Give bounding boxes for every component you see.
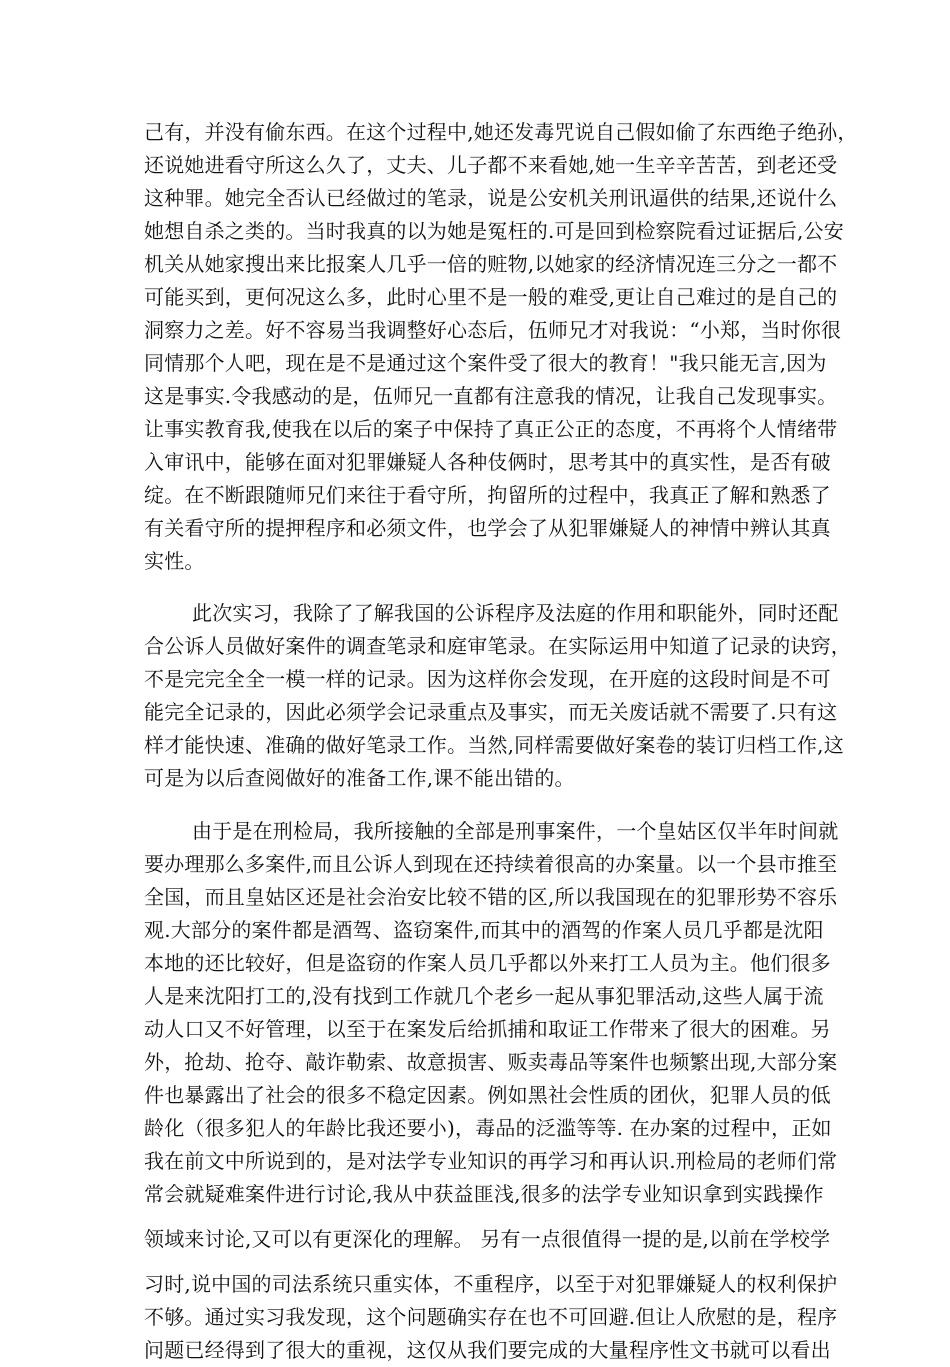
text-line: 这是事实.令我感动的是，伍师兄一直都有注意我的情况，让我自己发现事实。 [144, 384, 838, 408]
text-line: 此次实习，我除了了解我国的公诉程序及法庭的作用和职能外，同时还配 [192, 601, 839, 625]
text-line: 本地的还比较好，但是盗窃的作案人员几乎都以外来打工人员为主。他们很多 [144, 951, 831, 975]
text-line: 入审讯中，能够在面对犯罪嫌疑人各种伎俩时，思考其中的真实性，是否有破 [144, 450, 831, 474]
text-line: 洞察力之差。好不容易当我调整好心态后，伍师兄才对我说：“小郑，当时你很 [144, 318, 842, 342]
text-line: 我在前文中所说到的，是对法学专业知识的再学习和再认识.刑检局的老师们常 [144, 1149, 838, 1173]
text-line: 常会就疑难案件进行讨论,我从中获益匪浅,很多的法学专业知识拿到实践操作 [144, 1182, 824, 1206]
text-line: 实性。 [144, 549, 205, 573]
text-line: 让事实教育我,使我在以后的案子中保持了真正公正的态度，不再将个人情绪带 [144, 417, 838, 441]
text-line: 件也暴露出了社会的很多不稳定因素。例如黑社会性质的团伙，犯罪人员的低 [144, 1083, 831, 1107]
text-line: 绽。在不断跟随师兄们来往于看守所，拘留所的过程中，我真正了解和熟悉了 [144, 483, 831, 507]
text-line: 动人口又不好管理，以至于在案发后给抓捕和取证工作带来了很大的困难。另 [144, 1017, 831, 1041]
text-line: 外，抢劫、抢夺、敲诈勒索、故意损害、贩卖毒品等案件也频繁出现,大部分案 [144, 1050, 838, 1074]
text-line: 这种罪。她完全否认已经做过的笔录，说是公安机关刑讯逼供的结果,还说什么 [144, 186, 838, 210]
text-line: 同情那个人吧，现在是不是通过这个案件受了很大的教育！"我只能无言,因为 [144, 351, 827, 375]
text-line: 能完全记录的，因此必须学会记录重点及事实，而无关废话就不需要了.只有这 [144, 700, 838, 724]
text-line: 龄化（很多犯人的年龄比我还要小)，毒品的泛滥等等. 在办案的过程中，正如 [144, 1116, 832, 1140]
text-line: 习时,说中国的司法系统只重实体，不重程序，以至于对犯罪嫌疑人的权利保护 [144, 1272, 838, 1296]
text-line: 己有，并没有偷东西。在这个过程中,她还发毒咒说自己假如偷了东西绝子绝孙， [144, 120, 858, 144]
text-line: 还说她进看守所这么久了，丈夫、儿子都不来看她,她一生辛辛苦苦，到老还受 [144, 153, 838, 177]
text-line: 要办理那么多案件,而且公诉人到现在还持续着很高的办案量。以一个县市推至 [144, 852, 838, 876]
text-line: 机关从她家搜出来比报案人几乎一倍的赃物,以她家的经济情况连三分之一都不 [144, 252, 838, 276]
text-line: 不够。通过实习我发现，这个问题确实存在也不可回避.但让人欣慰的是，程序 [144, 1305, 838, 1329]
text-line: 领域来讨论,又可以有更深化的理解。 另有一点很值得一提的是,以前在学校学 [144, 1227, 831, 1251]
text-line: 合公诉人员做好案件的调查笔录和庭审笔录。在实际运用中知道了记录的诀窍， [144, 634, 851, 658]
text-line: 观.大部分的案件都是酒驾、盗窃案件,而其中的酒驾的作案人员几乎都是沈阳 [144, 918, 824, 942]
text-line: 不是完完全全一模一样的记录。因为这样你会发现，在开庭的这段时间是不可 [144, 667, 831, 691]
text-line: 样才能快速、准确的做好笔录工作。当然,同样需要做好案卷的装订归档工作,这 [144, 733, 844, 757]
text-line: 由于是在刑检局，我所接触的全部是刑事案件，一个皇姑区仅半年时间就 [192, 819, 839, 843]
text-line: 有关看守所的提押程序和必须文件，也学会了从犯罪嫌疑人的神情中辨认其真 [144, 516, 831, 540]
text-line: 人是来沈阳打工的,没有找到工作就几个老乡一起从事犯罪活动,这些人属于流 [144, 984, 824, 1008]
text-line: 问题已经得到了很大的重视，这仅从我们要完成的大量程序性文书就可以看出 [144, 1338, 831, 1362]
text-line: 全国，而且皇姑区还是社会治安比较不错的区,所以我国现在的犯罪形势不容乐 [144, 885, 838, 909]
text-line: 可是为以后查阅做好的准备工作,课不能出错的。 [144, 766, 575, 790]
text-line: 可能买到，更何况这么多，此时心里不是一般的难受,更让自己难过的是自己的 [144, 285, 838, 309]
text-line: 她想自杀之类的。当时我真的以为她是冤枉的.可是回到检察院看过证据后,公安 [144, 219, 844, 243]
